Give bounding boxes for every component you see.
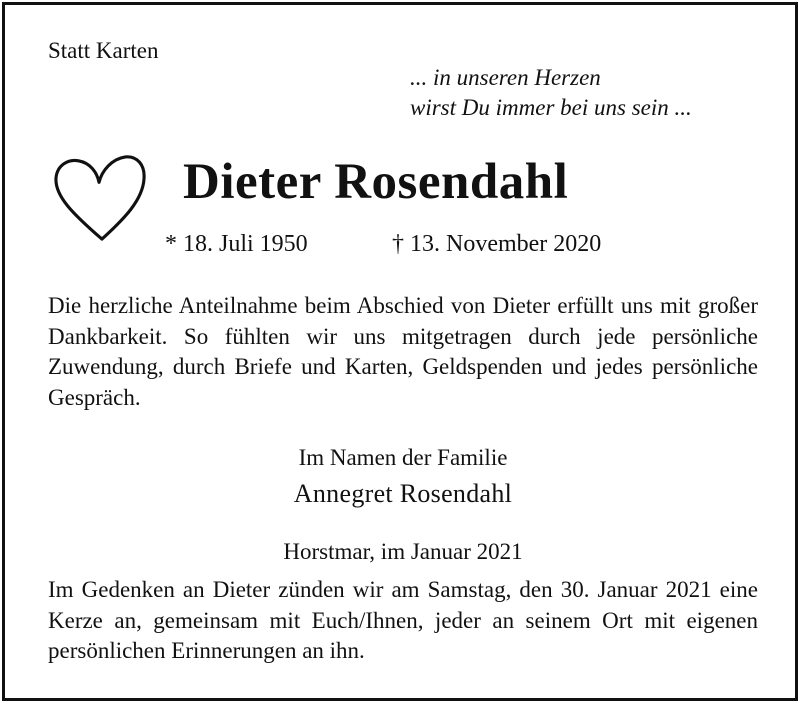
place-date: Horstmar, im Januar 2021 — [283, 539, 523, 564]
header-label: Statt Karten — [48, 38, 159, 63]
signer-name: Annegret Rosendahl — [293, 479, 513, 508]
obituary-card — [2, 2, 798, 701]
quote-line-1: ... in unseren Herzen — [410, 65, 601, 90]
quote-line-2: wirst Du immer bei uns sein ... — [410, 95, 692, 120]
thanks-paragraph: Die herzliche Anteilnahme beim Abschied von Dieter erfüllt uns mit großer Dankbarkeit. So fühlten wir uns mitgetragen durch jede persönliche Zuwendung, durch Briefe und Karten, Geldspenden und jedes persönliche Gespräch. — [48, 293, 758, 410]
birth-date: * 18. Juli 1950 — [165, 231, 308, 257]
family-line: Im Namen der Familie — [298, 445, 508, 470]
remembrance-paragraph: Im Gedenken an Dieter zünden wir am Samstag, den 30. Januar 2021 eine Kerze an, gemeinsam mit Euch/Ihnen, jeder an seinem Ort mit eigenen persönlichen Erinnerungen an ihn. — [48, 577, 758, 663]
heart-icon — [51, 153, 149, 243]
memorial-quote — [410, 63, 692, 123]
death-date: † 13. November 2020 — [392, 231, 602, 257]
deceased-name: Dieter Rosendahl — [183, 154, 569, 210]
